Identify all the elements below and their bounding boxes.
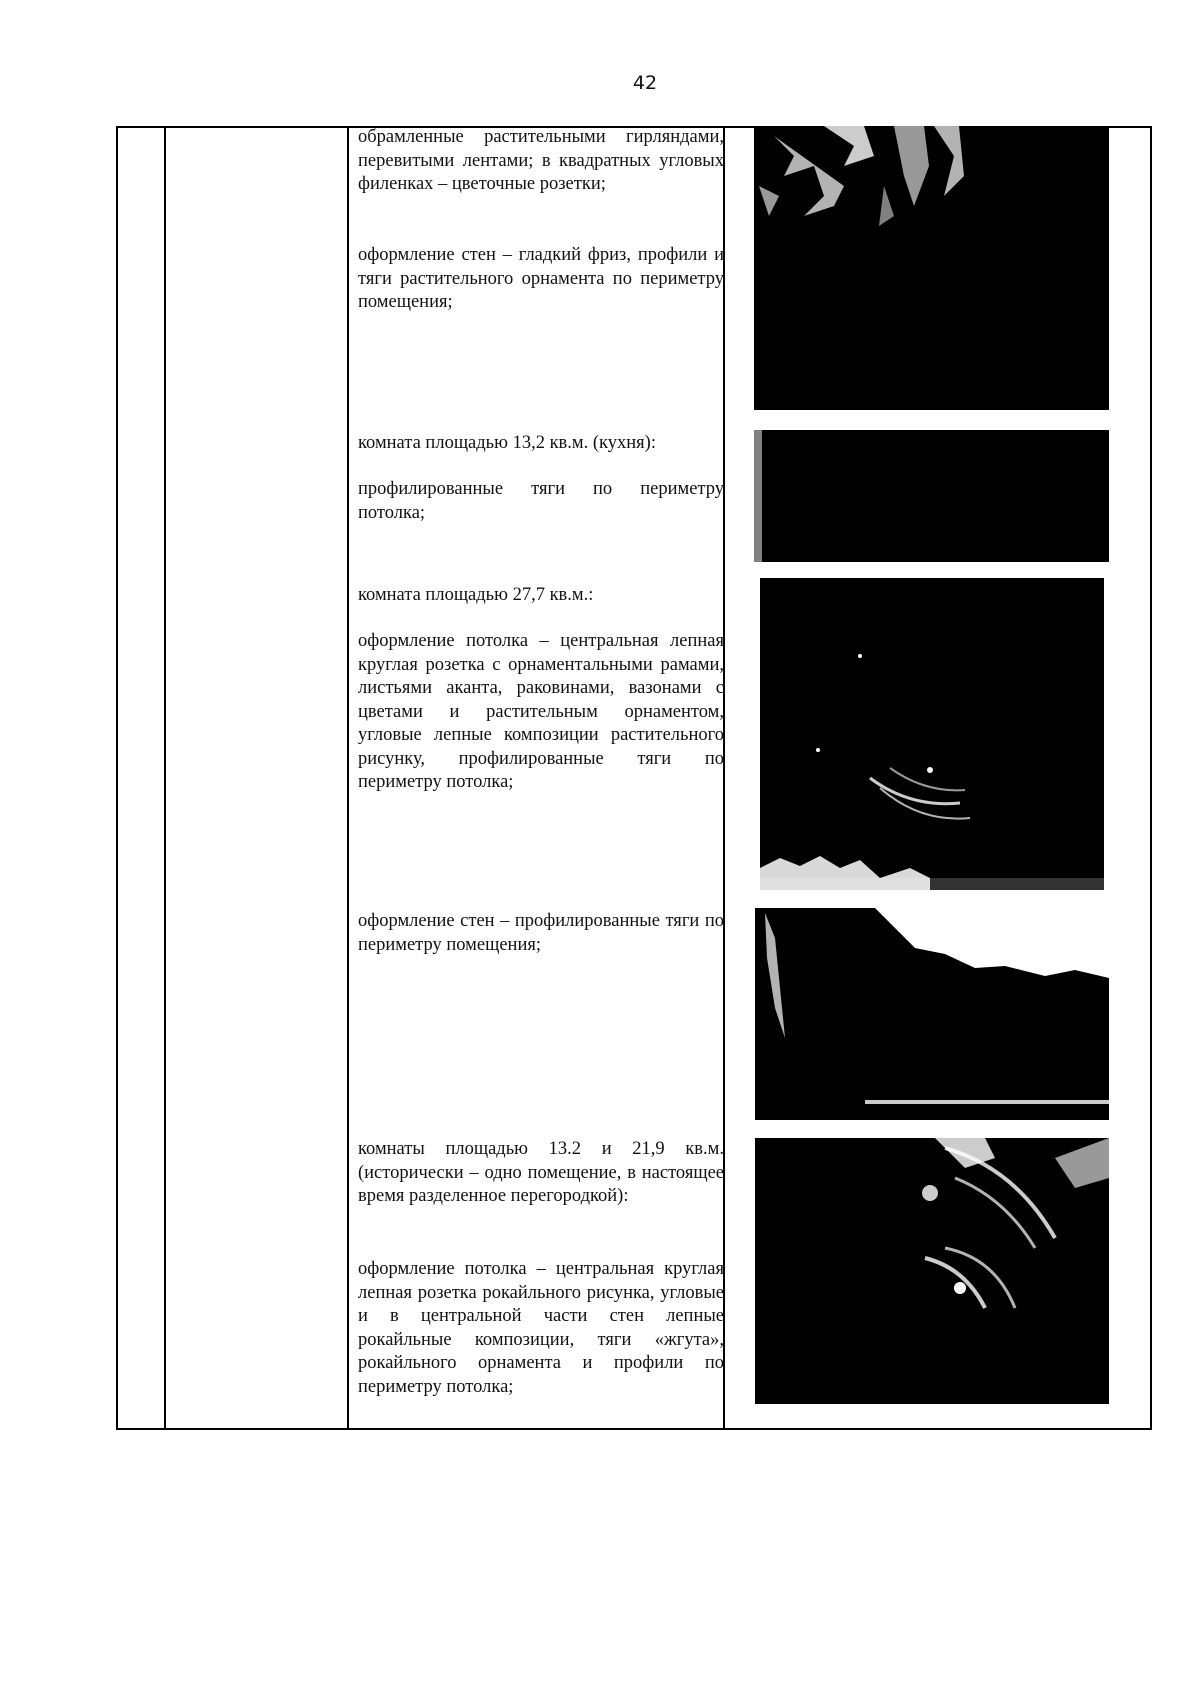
description-block-6 xyxy=(358,1258,724,1399)
description-block-5 xyxy=(358,910,724,957)
ceiling-frieze-photo xyxy=(754,126,1109,410)
description-text: оформление потолка – центральная лепная круглая розетка с орнаментальными рамами, листьями аканта, раковинами, вазонами с цветами и растительным орнаментом, угловые лепные композиции растительного рисунку, профилированные тяги по периметру потолка; xyxy=(358,631,724,792)
ceiling-rosette-photo xyxy=(760,578,1104,890)
rocaille-rosette-photo xyxy=(755,1138,1109,1404)
description-block-4 xyxy=(358,630,724,795)
description-text: обрамленные растительными гирляндами, перевитыми лентами; в квадратных угловых филенках – цветочные розетки; xyxy=(358,127,724,194)
column-divider xyxy=(164,128,166,1428)
wall-cornice-photo xyxy=(755,908,1109,1120)
room-heading xyxy=(358,584,724,608)
column-divider xyxy=(347,128,349,1428)
room-heading-text: комнаты площадью 13.2 и 21,9 кв.м. (исторически – одно помещение, в настоящее время разделенное перегородкой): xyxy=(358,1139,724,1206)
photo-image xyxy=(755,908,1109,1120)
room-heading-text: комната площадью 27,7 кв.м.: xyxy=(358,585,594,605)
description-block-1 xyxy=(358,126,724,197)
description-text: оформление потолка – центральная круглая лепная розетка рокайльного рисунка, угловые и в центральной части стен лепные рокайльные композиции, тяги «жгута», рокайльного орнамента и профили по периметру потолка; xyxy=(358,1259,724,1397)
photo-image xyxy=(760,578,1104,890)
description-text: оформление стен – гладкий фриз, профили и тяги растительного орнамента по периметру помещения; xyxy=(358,245,724,312)
room-heading xyxy=(358,1138,724,1209)
page-number: 42 xyxy=(632,72,658,94)
photo-image xyxy=(755,1138,1109,1404)
description-text: оформление стен – профилированные тяги по периметру помещения; xyxy=(358,911,724,955)
room-heading xyxy=(358,432,724,456)
description-block-3 xyxy=(358,478,724,525)
photo-image xyxy=(754,126,1109,410)
photo-image xyxy=(754,430,1109,562)
room-heading-text: комната площадью 13,2 кв.м. (кухня): xyxy=(358,433,656,453)
description-block-2 xyxy=(358,244,724,315)
kitchen-cornice-photo xyxy=(754,430,1109,562)
description-text: профилированные тяги по периметру потолка; xyxy=(358,479,724,523)
